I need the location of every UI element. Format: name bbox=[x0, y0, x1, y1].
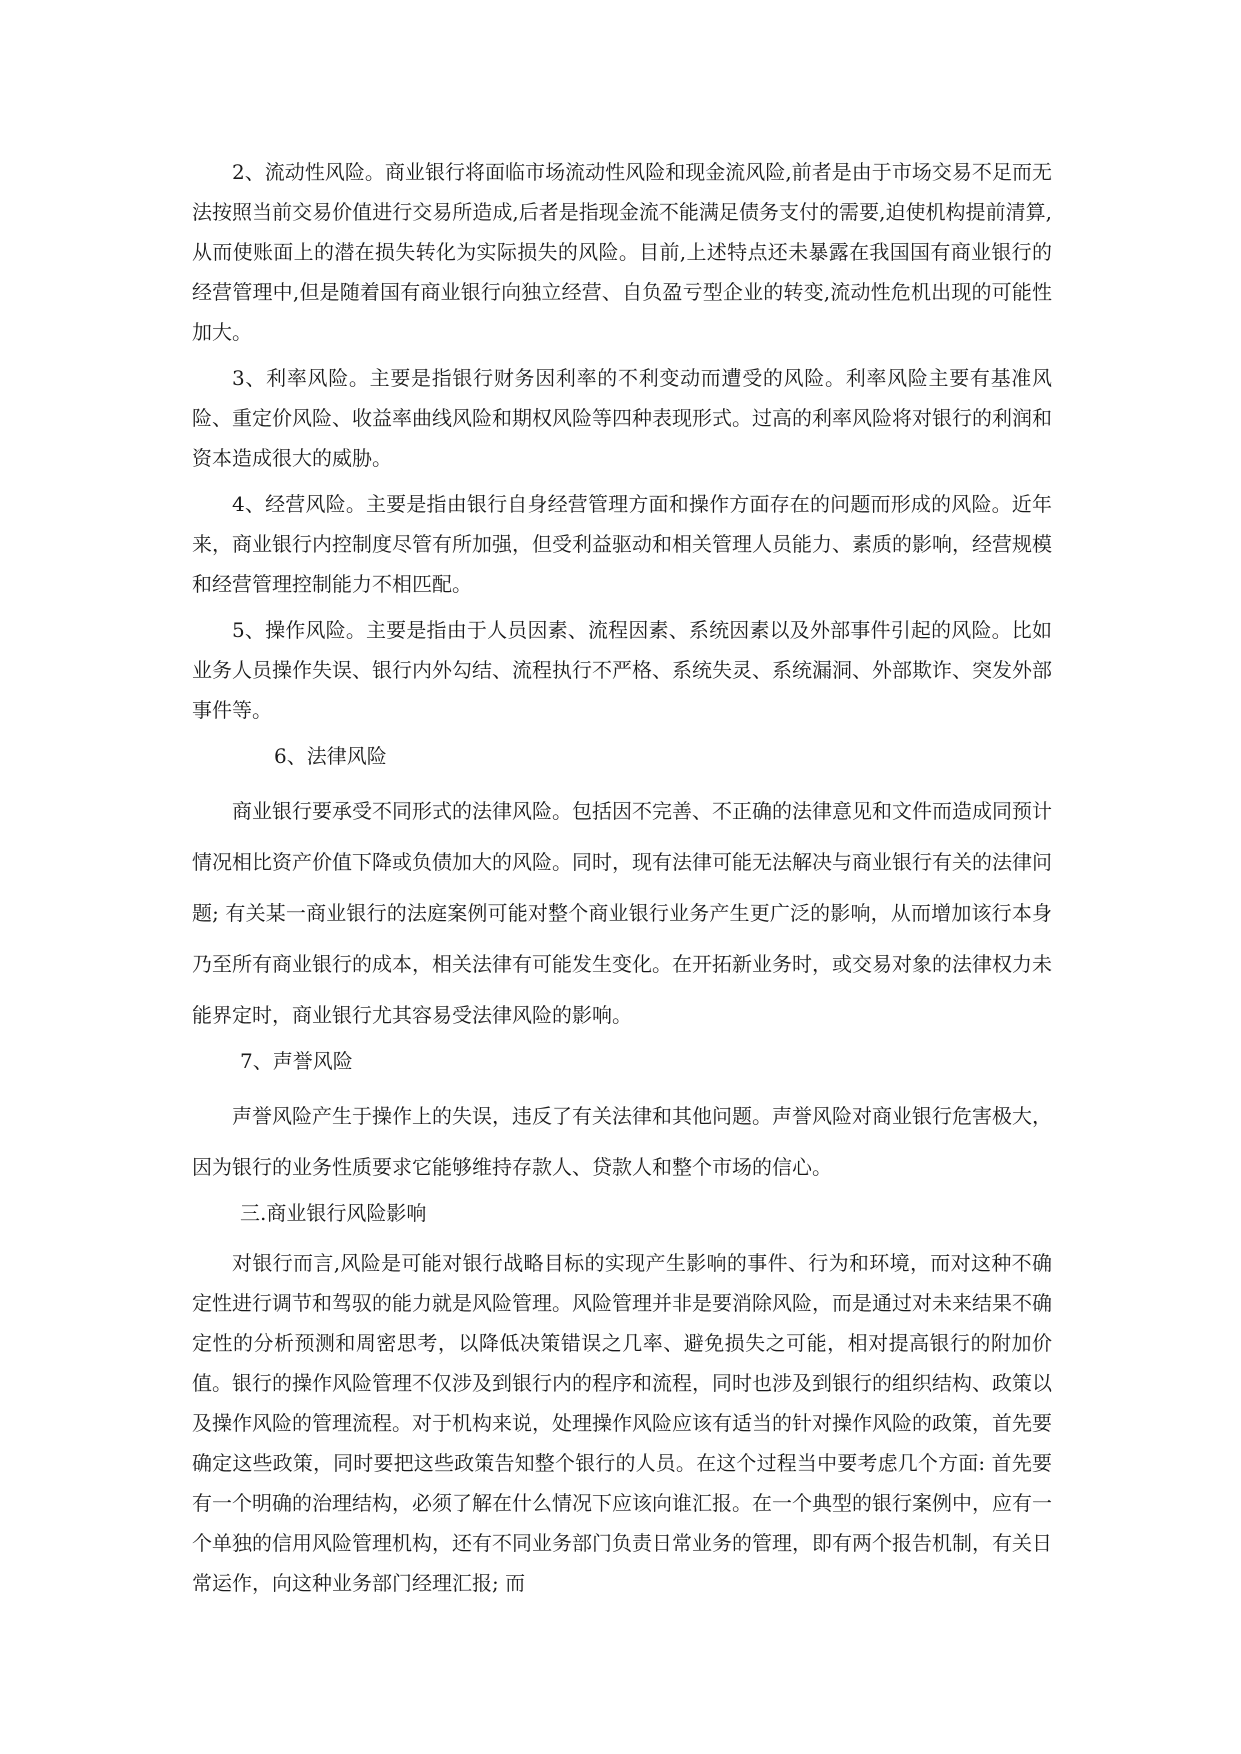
paragraph-interest-rate-risk: 3、利率风险。主要是指银行财务因利率的不利变动而遭受的风险。利率风险主要有基准风险、重定价风险、收益率曲线风险和期权风险等四种表现形式。过高的利率风险将对银行的利润和资本造成很大的威胁。 bbox=[192, 366, 1052, 470]
paragraph-operational-risk: 5、操作风险。主要是指由于人员因素、流程因素、系统因素以及外部事件引起的风险。比如业务人员操作失误、银行内外勾结、流程执行不严格、系统失灵、系统漏洞、外部欺诈、突发外部事件等。 bbox=[192, 618, 1052, 722]
paragraph-operating-risk: 4、经营风险。主要是指由银行自身经营管理方面和操作方面存在的问题而形成的风险。近年来，商业银行内控制度尽管有所加强，但受利益驱动和相关管理人员能力、素质的影响，经营规模和经营管理控制能力不相匹配。 bbox=[192, 492, 1052, 596]
heading-bank-risk-impact: 三.商业银行风险影响 bbox=[240, 1201, 427, 1225]
paragraph-bank-risk-impact: 对银行而言,风险是可能对银行战略目标的实现产生影响的事件、行为和环境，而对这种不确定性进行调节和驾驭的能力就是风险管理。风险管理并非是要消除风险，而是通过对未来结果不确定性的分析预测和周密思考，以降低决策错误之几率、避免损失之可能，相对提高银行的附加价值。银行的操作风险管理不仅涉及到银行内的程序和流程，同时也涉及到银行的组织结构、政策以及操作风险的管理流程。对于机构来说，处理操作风险应该有适当的针对操作风险的政策，首先要确定这些政策，同时要把这些政策告知整个银行的人员。在这个过程当中要考虑几个方面: 首先要有一个明确的治理结构，必须了解在什么情况下应该向谁汇报。在一个典型的银行案例中，应有一个单独的信用风险管理机构，还有不同业务部门负责日常业务的管理，即有两个报告机制，有关日常运作，向这种业务部门经理汇报; 而 bbox=[192, 1251, 1052, 1595]
paragraph-liquidity-risk: 2、流动性风险。商业银行将面临市场流动性风险和现金流风险,前者是由于市场交易不足而无法按照当前交易价值进行交易所造成,后者是指现金流不能满足债务支付的需要,迫使机构提前清算,从而使账面上的潜在损失转化为实际损失的风险。目前,上述特点还未暴露在我国国有商业银行的经营管理中,但是随着国有商业银行向独立经营、自负盈亏型企业的转变,流动性危机出现的可能性加大。 bbox=[192, 160, 1052, 344]
document-body bbox=[192, 152, 1052, 1612]
heading-reputation-risk: 7、声誉风险 bbox=[240, 1049, 353, 1073]
paragraph-legal-risk: 商业银行要承受不同形式的法律风险。包括因不完善、不正确的法律意见和文件而造成同预计情况相比资产价值下降或负债加大的风险。同时，现有法律可能无法解决与商业银行有关的法律问题; 有关某一商业银行的法庭案例可能对整个商业银行业务产生更广泛的影响，从而增加该行本身乃至所有商业银行的成本，相关法律有可能发生变化。在开拓新业务时，或交易对象的法律权力未能界定时，商业银行尤其容易受法律风险的影响。 bbox=[192, 799, 1052, 1027]
heading-legal-risk: 6、法律风险 bbox=[274, 744, 387, 768]
paragraph-reputation-risk: 声誉风险产生于操作上的失误，违反了有关法律和其他问题。声誉风险对商业银行危害极大，因为银行的业务性质要求它能够维持存款人、贷款人和整个市场的信心。 bbox=[192, 1104, 1052, 1179]
